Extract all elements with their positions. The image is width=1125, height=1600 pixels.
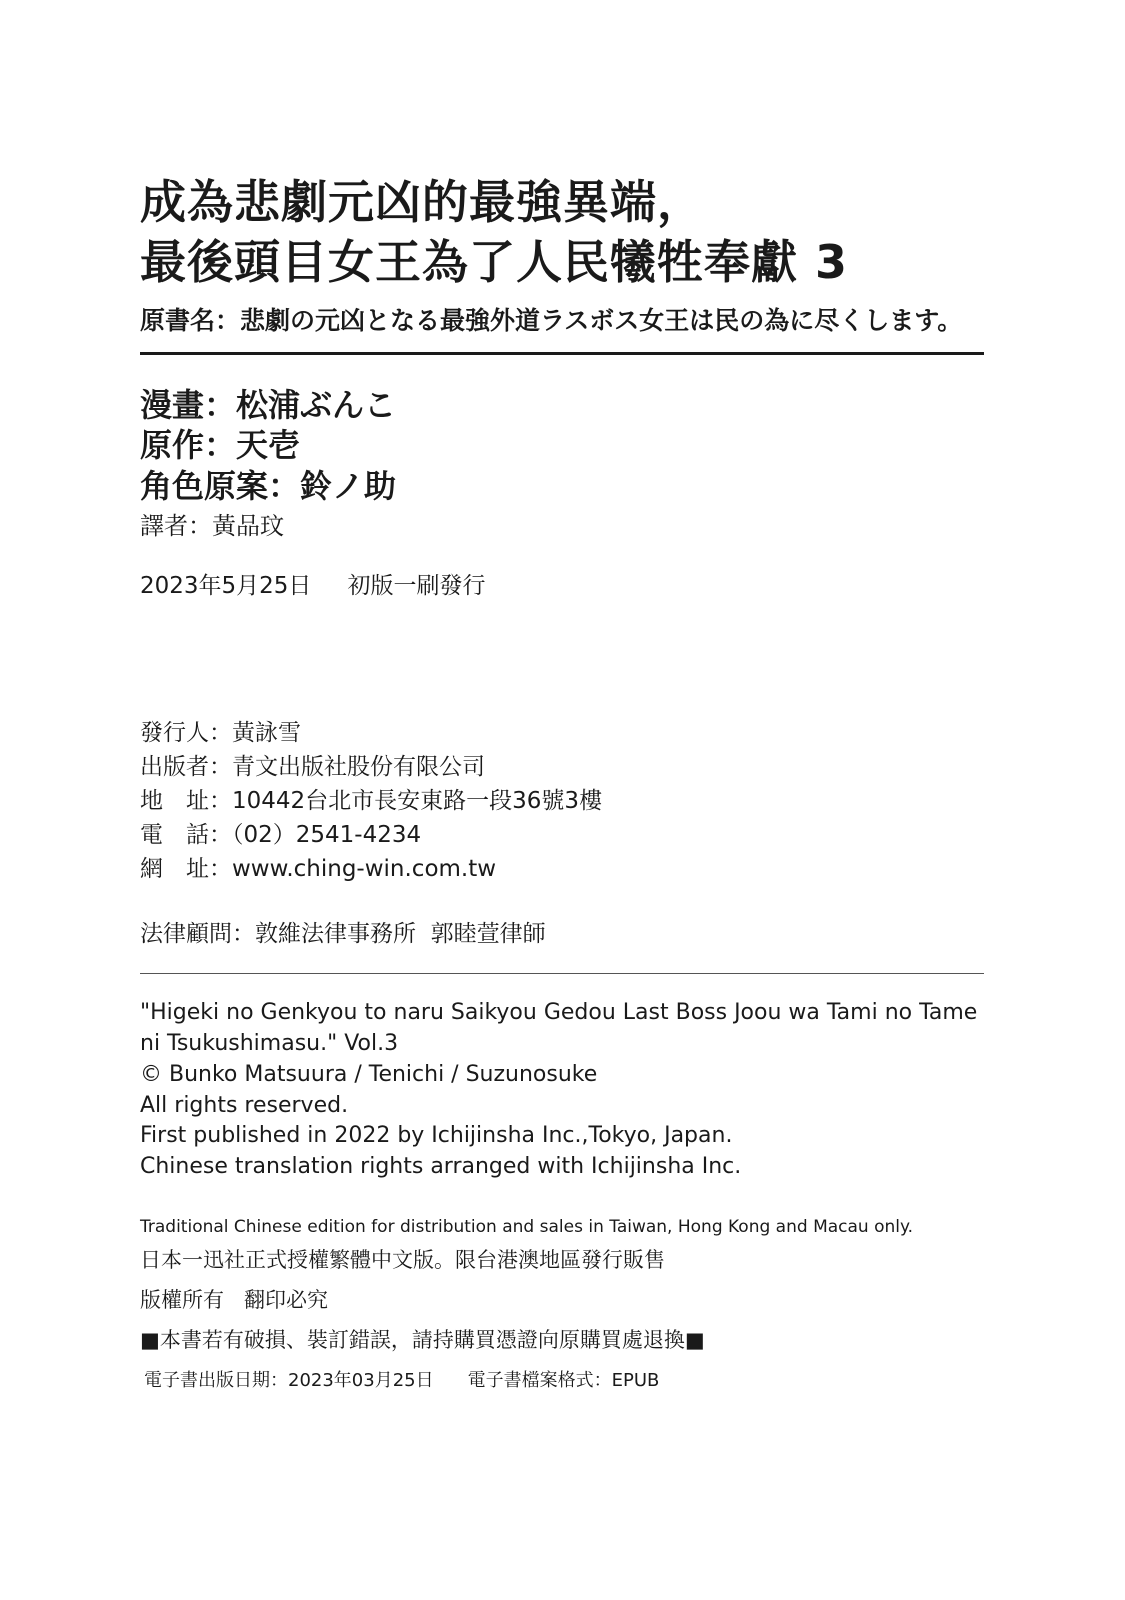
ebook-line xyxy=(144,1366,659,1392)
copyright-line xyxy=(140,1284,328,1314)
ebook-format: 電子書檔案格式：EPUB xyxy=(467,1370,660,1391)
english-rights-line-3: © Bunko Matsuura / Tenichi / Suzunosuke xyxy=(140,1062,598,1087)
title-divider xyxy=(140,352,984,355)
credit-character-design: 角色原案：鈴ノ助 xyxy=(140,467,397,505)
copyright-reserved: 版權所有 xyxy=(140,1288,224,1312)
publisher-address: 地 址：10442台北市長安東路一段36號3樓 xyxy=(140,788,603,814)
edition-date: 2023年5月25日 xyxy=(140,573,312,599)
legal-counsel-firm: 法律顧問：敦維法律事務所 xyxy=(140,921,416,947)
ebook-publish-date: 電子書出版日期：2023年03月25日 xyxy=(144,1370,434,1391)
publisher-website[interactable]: 網 址：www.ching-win.com.tw xyxy=(140,856,497,882)
english-rights-line-4: All rights reserved. xyxy=(140,1093,349,1118)
return-notice: ■本書若有破損、裝訂錯誤，請持購買憑證向原購買處退換■ xyxy=(140,1328,705,1352)
english-rights-line-6: Chinese translation rights arranged with Ichijinsha Inc. xyxy=(140,1154,742,1179)
publisher-name: 出版者：青文出版社股份有限公司 xyxy=(140,754,485,780)
original-title: 原書名：悲劇の元凶となる最強外道ラスボス女王は民の為に尽くします。 xyxy=(140,306,963,335)
copyright-no-reprint: 翻印必究 xyxy=(244,1288,329,1312)
publisher-issuer: 發行人：黃詠雪 xyxy=(140,720,301,746)
credit-translator: 譯者：黃品玟 xyxy=(140,512,284,540)
edition-line xyxy=(140,567,485,600)
section-divider xyxy=(140,973,984,974)
credit-original-author: 原作：天壱 xyxy=(140,426,301,464)
english-rights-line-2: ni Tsukushimasu." Vol.3 xyxy=(140,1031,399,1056)
distribution-english: Traditional Chinese edition for distribution and sales in Taiwan, Hong Kong and Macau only. xyxy=(140,1217,914,1237)
credit-manga: 漫畫：松浦ぶんこ xyxy=(140,386,397,424)
english-rights-line-1: "Higeki no Genkyou to naru Saikyou Gedou Last Boss Joou wa Tami no Tame xyxy=(140,1000,978,1025)
legal-counsel xyxy=(140,915,546,948)
publisher-phone: 電 話：（02）2541-4234 xyxy=(140,822,422,848)
legal-counsel-name: 郭睦萱律師 xyxy=(430,921,546,947)
english-rights-line-5: First published in 2022 by Ichijinsha Inc.,Tokyo, Japan. xyxy=(140,1123,733,1148)
title-line-2: 最後頭目女王為了人民犧牲奉獻 3 xyxy=(140,235,849,289)
edition-printing: 初版一刷發行 xyxy=(347,573,486,599)
title-line-1: 成為悲劇元凶的最強異端， xyxy=(140,175,704,229)
distribution-chinese: 日本一迅社正式授權繁體中文版。限台港澳地區發行販售 xyxy=(140,1248,665,1272)
